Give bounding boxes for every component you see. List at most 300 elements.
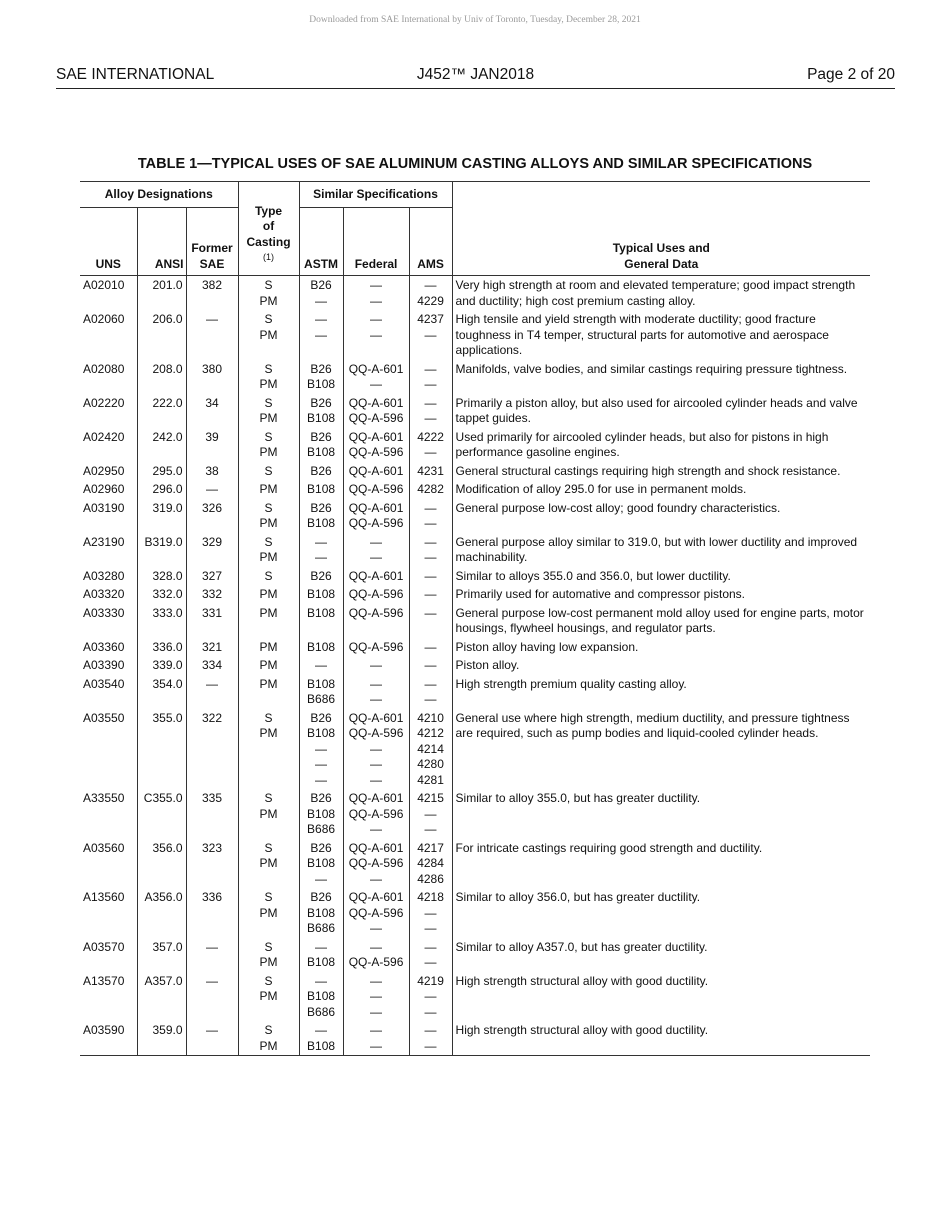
- former-sae-cell: 34: [186, 394, 238, 428]
- table-row: [80, 360, 870, 394]
- ams-cell: [409, 428, 452, 462]
- ams-cell-line: —: [424, 1004, 437, 1019]
- table-row: [80, 462, 870, 481]
- ansi-cell: 355.0: [137, 709, 186, 790]
- astm-cell: [299, 789, 343, 839]
- federal-cell-line: —: [370, 327, 383, 342]
- table-row: [80, 656, 870, 675]
- ams-cell-line: —: [424, 516, 437, 530]
- federal-cell: [343, 394, 409, 428]
- astm-cell-line: —: [315, 293, 328, 308]
- ams-cell-line: —: [424, 500, 437, 515]
- uns-cell: A03540: [83, 676, 125, 691]
- ams-cell: [409, 972, 452, 1022]
- type-cell-line: S: [264, 312, 273, 326]
- federal-cell-line: QQ-A-596: [348, 482, 404, 496]
- type-cell-line: PM: [259, 377, 278, 391]
- type-cell-line: PM: [259, 955, 278, 969]
- type-cell-line: PM: [259, 639, 278, 654]
- organization-name: SAE INTERNATIONAL: [56, 66, 215, 83]
- ams-cell-line: 4217: [417, 840, 444, 855]
- uns-cell: A03570: [83, 939, 125, 954]
- federal-cell: [343, 709, 409, 790]
- type-cell: [238, 1021, 299, 1056]
- astm-cell: [299, 533, 343, 567]
- astm-cell: [299, 276, 343, 311]
- type-cell-line: S: [264, 500, 273, 515]
- federal-cell: [343, 360, 409, 394]
- former-sae-cell: —: [186, 972, 238, 1022]
- federal-cell-line: QQ-A-596: [348, 445, 404, 459]
- former-sae-cell: 336: [186, 888, 238, 938]
- ams-cell-line: 4229: [417, 293, 444, 308]
- type-header-line: of: [262, 219, 275, 234]
- federal-cell: [343, 656, 409, 675]
- former-sae-cell: 382: [186, 276, 238, 311]
- table-body: [80, 276, 870, 1056]
- astm-cell-line: B26: [310, 890, 332, 904]
- ansi-header: ANSI: [137, 208, 186, 276]
- document-number: J452™ JAN2018: [416, 66, 535, 83]
- uses-cell: General purpose low-cost permanent mold alloy used for engine parts, motor housings, flywheel housings, and regulator parts.: [452, 604, 870, 638]
- astm-cell: [299, 394, 343, 428]
- table-row: [80, 499, 870, 533]
- type-cell-line: [242, 773, 296, 789]
- federal-cell: [343, 480, 409, 499]
- uses-cell: General structural castings requiring high strength and shock resistance.: [452, 462, 870, 481]
- ams-cell-line: 4282: [417, 482, 444, 496]
- former-sae-header: [186, 208, 238, 276]
- type-cell-line: PM: [259, 856, 278, 870]
- type-cell-line: PM: [259, 989, 278, 1003]
- ams-cell-line: —: [424, 605, 437, 620]
- former-sae-line: Former: [191, 241, 233, 255]
- ansi-cell: 328.0: [137, 567, 186, 586]
- ams-cell-line: 4212: [417, 726, 444, 740]
- uns-cell: A03590: [80, 1021, 137, 1056]
- ams-cell-line: —: [424, 921, 437, 935]
- federal-cell-line: —: [370, 822, 383, 836]
- astm-cell-line: B108: [307, 726, 336, 740]
- astm-cell-line: B108: [307, 445, 336, 459]
- uns-cell: A13570: [83, 973, 125, 988]
- similar-specifications-header: Similar Specifications: [299, 182, 452, 208]
- ams-cell: [409, 938, 452, 972]
- uns-cell: A03320: [83, 587, 125, 601]
- type-cell-line: S: [264, 361, 273, 376]
- table-row: [80, 638, 870, 657]
- ams-cell-line: —: [424, 411, 437, 425]
- table-row: [80, 709, 870, 790]
- uses-cell: Modification of alloy 295.0 for use in permanent molds.: [452, 480, 870, 499]
- federal-cell-line: QQ-A-596: [348, 516, 404, 530]
- uns-cell: A23190: [83, 534, 125, 549]
- type-cell: [238, 462, 299, 481]
- federal-cell: [343, 567, 409, 586]
- federal-cell-line: —: [370, 939, 383, 954]
- type-cell-line: S: [264, 395, 273, 410]
- uns-cell: A03560: [83, 840, 125, 855]
- uses-cell: Manifolds, valve bodies, and similar castings requiring pressure tightness.: [452, 360, 870, 394]
- federal-cell: [343, 675, 409, 709]
- type-cell-line: S: [264, 710, 273, 725]
- type-header-line: Type: [254, 203, 283, 218]
- type-cell-line: S: [264, 939, 273, 954]
- type-cell-line: S: [264, 534, 273, 549]
- federal-cell: [343, 428, 409, 462]
- astm-cell-line: B108: [307, 411, 336, 425]
- federal-cell-line: QQ-A-601: [348, 791, 404, 805]
- astm-cell-line: B108: [307, 1038, 336, 1053]
- ams-cell-line: —: [424, 905, 437, 920]
- type-cell-line: PM: [259, 806, 278, 821]
- astm-cell-line: —: [315, 939, 328, 954]
- astm-cell: [299, 428, 343, 462]
- ams-cell: [409, 310, 452, 360]
- type-cell-line: [242, 822, 296, 838]
- federal-cell-line: QQ-A-601: [348, 500, 404, 515]
- federal-cell-line: QQ-A-601: [348, 568, 404, 583]
- ansi-cell: 356.0: [137, 839, 186, 889]
- ams-cell: [409, 789, 452, 839]
- former-sae-cell: 329: [186, 533, 238, 567]
- type-cell: [238, 360, 299, 394]
- table-row: [80, 839, 870, 889]
- ams-cell-line: —: [424, 278, 437, 292]
- uns-cell: A02010: [83, 278, 125, 292]
- type-cell: [238, 604, 299, 638]
- federal-cell-line: QQ-A-601: [348, 890, 404, 904]
- federal-cell-line: QQ-A-601: [348, 395, 404, 410]
- uses-cell: High strength premium quality casting alloy.: [452, 675, 870, 709]
- type-header-line: Casting: [246, 234, 291, 249]
- former-sae-cell: —: [186, 938, 238, 972]
- uns-cell: A02960: [83, 482, 125, 496]
- type-cell-line: S: [264, 429, 273, 444]
- astm-cell-line: B26: [310, 463, 332, 478]
- type-cell-line: PM: [259, 658, 278, 672]
- uses-cell: For intricate castings requiring good strength and ductility.: [452, 839, 870, 889]
- federal-cell-line: QQ-A-596: [348, 726, 404, 740]
- ams-cell: [409, 462, 452, 481]
- federal-cell-line: QQ-A-596: [348, 905, 404, 920]
- footnote-ref: (1): [263, 252, 275, 263]
- federal-cell-line: —: [370, 692, 383, 706]
- astm-cell-line: B26: [310, 791, 332, 805]
- ams-cell-line: 4215: [417, 791, 444, 805]
- table-row: [80, 310, 870, 360]
- astm-cell-line: —: [315, 973, 328, 988]
- federal-cell: [343, 638, 409, 657]
- ams-header: AMS: [409, 208, 452, 276]
- astm-cell-line: B26: [310, 361, 332, 376]
- federal-cell-line: QQ-A-601: [348, 463, 404, 478]
- astm-cell-line: B108: [307, 955, 336, 969]
- table-header: [80, 182, 870, 276]
- ansi-cell: 333.0: [137, 604, 186, 638]
- astm-cell-line: —: [315, 757, 328, 771]
- uns-cell: A02420: [83, 429, 125, 444]
- federal-cell-line: QQ-A-596: [348, 605, 404, 620]
- astm-cell: [299, 462, 343, 481]
- astm-cell-line: B26: [310, 710, 332, 725]
- ams-cell: [409, 1021, 452, 1056]
- ams-cell: [409, 709, 452, 790]
- ansi-cell: 319.0: [137, 499, 186, 533]
- ansi-cell: 339.0: [137, 656, 186, 675]
- astm-cell: [299, 888, 343, 938]
- federal-header: Federal: [343, 208, 409, 276]
- ansi-cell: A356.0: [137, 888, 186, 938]
- astm-cell-line: —: [315, 658, 328, 672]
- former-sae-cell: 321: [186, 638, 238, 657]
- type-cell: [238, 394, 299, 428]
- ansi-cell: A357.0: [137, 972, 186, 1022]
- table-row: [80, 972, 870, 1022]
- astm-cell-line: B108: [307, 989, 336, 1003]
- astm-cell: [299, 675, 343, 709]
- page-number: Page 2 of 20: [807, 66, 895, 83]
- ansi-cell: 222.0: [137, 394, 186, 428]
- table-row: [80, 675, 870, 709]
- former-sae-line: SAE: [199, 256, 225, 271]
- type-cell-line: S: [264, 840, 273, 855]
- federal-cell: [343, 276, 409, 311]
- type-cell-line: S: [264, 463, 273, 478]
- astm-cell-line: B686: [307, 692, 336, 706]
- ams-cell: [409, 394, 452, 428]
- ams-cell-line: —: [424, 550, 437, 564]
- astm-cell-line: B108: [307, 676, 336, 691]
- astm-cell-line: B686: [307, 822, 336, 836]
- ams-cell: [409, 675, 452, 709]
- federal-cell-line: —: [370, 741, 383, 756]
- ams-cell-line: —: [424, 658, 437, 672]
- type-cell: [238, 938, 299, 972]
- type-cell-line: PM: [259, 605, 278, 620]
- former-sae-cell: 326: [186, 499, 238, 533]
- astm-cell: [299, 709, 343, 790]
- former-sae-cell: 323: [186, 839, 238, 889]
- federal-cell: [343, 462, 409, 481]
- ams-cell-line: 4222: [417, 429, 444, 444]
- type-cell: [238, 675, 299, 709]
- type-cell-line: S: [264, 568, 273, 583]
- uses-cell: Similar to alloys 355.0 and 356.0, but lower ductility.: [452, 567, 870, 586]
- federal-cell-line: QQ-A-601: [348, 429, 404, 444]
- uses-cell: Used primarily for aircooled cylinder heads, but also for pistons in high performance gasoline engines.: [452, 428, 870, 462]
- federal-cell: [343, 533, 409, 567]
- type-cell: [238, 656, 299, 675]
- astm-cell: [299, 972, 343, 1022]
- type-cell: [238, 310, 299, 360]
- astm-cell: [299, 310, 343, 360]
- type-cell: [238, 533, 299, 567]
- type-cell-line: [242, 742, 296, 758]
- ansi-cell: 332.0: [137, 585, 186, 604]
- ansi-cell: 354.0: [137, 675, 186, 709]
- federal-cell: [343, 789, 409, 839]
- ams-cell-line: 4231: [417, 463, 444, 478]
- astm-cell-line: B686: [307, 1004, 336, 1019]
- uns-cell: A03330: [83, 605, 125, 620]
- ams-cell-line: —: [424, 377, 437, 391]
- federal-cell-line: —: [370, 921, 383, 935]
- astm-cell-line: B108: [307, 377, 336, 391]
- ams-cell-line: —: [424, 587, 437, 601]
- type-cell: [238, 789, 299, 839]
- type-cell-line: PM: [259, 587, 278, 601]
- ams-cell-line: —: [424, 445, 437, 459]
- uses-cell: High tensile and yield strength with moderate ductility; good fracture toughness in T4 temper, structural parts for automotive and aerospace applications.: [452, 310, 870, 360]
- uses-cell: Similar to alloy 355.0, but has greater ductility.: [452, 789, 870, 839]
- uns-cell: A33550: [83, 791, 125, 805]
- astm-cell: [299, 839, 343, 889]
- type-cell-line: PM: [259, 1038, 278, 1053]
- ams-cell: [409, 839, 452, 889]
- astm-cell-line: B108: [307, 905, 336, 920]
- type-cell-line: PM: [259, 445, 278, 459]
- federal-cell-line: —: [370, 973, 383, 988]
- former-sae-cell: 39: [186, 428, 238, 462]
- table-row: [80, 567, 870, 586]
- alloy-designations-header: Alloy Designations: [80, 182, 238, 208]
- ams-cell: [409, 604, 452, 638]
- uses-cell: General purpose low-cost alloy; good foundry characteristics.: [452, 499, 870, 533]
- astm-cell-line: B26: [310, 500, 332, 515]
- federal-cell-line: —: [370, 278, 383, 292]
- ansi-cell: 201.0: [137, 276, 186, 311]
- ams-cell-line: 4284: [417, 856, 444, 870]
- ansi-cell: 357.0: [137, 938, 186, 972]
- ams-cell: [409, 585, 452, 604]
- ansi-cell: 296.0: [137, 480, 186, 499]
- astm-cell: [299, 567, 343, 586]
- table-row: [80, 394, 870, 428]
- astm-cell-line: —: [315, 871, 328, 886]
- astm-cell: [299, 1021, 343, 1056]
- federal-cell-line: —: [370, 757, 383, 771]
- federal-cell: [343, 972, 409, 1022]
- former-sae-cell: —: [186, 310, 238, 360]
- federal-cell-line: —: [370, 676, 383, 691]
- type-cell-line: [242, 757, 296, 773]
- astm-cell-line: B108: [307, 605, 336, 620]
- federal-cell-line: QQ-A-601: [348, 361, 404, 376]
- ansi-cell: 208.0: [137, 360, 186, 394]
- type-cell-line: PM: [259, 676, 278, 691]
- ams-cell: [409, 499, 452, 533]
- ansi-cell: 336.0: [137, 638, 186, 657]
- federal-cell: [343, 839, 409, 889]
- ams-cell: [409, 638, 452, 657]
- federal-cell-line: —: [370, 1004, 383, 1019]
- federal-cell: [343, 938, 409, 972]
- astm-cell-line: B686: [307, 921, 336, 935]
- uns-cell: A02950: [83, 463, 125, 478]
- type-cell: [238, 888, 299, 938]
- former-sae-cell: —: [186, 480, 238, 499]
- type-cell: [238, 480, 299, 499]
- ams-cell-line: 4218: [417, 890, 444, 904]
- uses-cell: Primarily a piston alloy, but also used for aircooled cylinder heads and valve tappet guides.: [452, 394, 870, 428]
- ams-cell-line: 4286: [417, 871, 444, 886]
- download-watermark: Downloaded from SAE International by Univ of Toronto, Tuesday, December 28, 2021: [309, 15, 641, 25]
- ams-cell-line: 4280: [417, 757, 444, 771]
- federal-cell-line: —: [370, 989, 383, 1003]
- former-sae-cell: —: [186, 675, 238, 709]
- former-sae-cell: 38: [186, 462, 238, 481]
- former-sae-cell: 322: [186, 709, 238, 790]
- federal-cell-line: QQ-A-601: [348, 840, 404, 855]
- astm-cell: [299, 938, 343, 972]
- type-cell: [238, 972, 299, 1022]
- type-cell-line: [242, 872, 296, 888]
- federal-cell: [343, 585, 409, 604]
- type-cell-line: [242, 692, 296, 708]
- table-row: [80, 533, 870, 567]
- table-row: [80, 938, 870, 972]
- type-cell: [238, 638, 299, 657]
- ams-cell-line: —: [424, 361, 437, 376]
- uses-cell: Piston alloy having low expansion.: [452, 638, 870, 657]
- federal-cell-line: QQ-A-596: [348, 955, 404, 969]
- ams-cell-line: —: [424, 806, 437, 821]
- table-row: [80, 1021, 870, 1056]
- ams-cell-line: —: [424, 1038, 437, 1053]
- type-cell-line: PM: [259, 293, 278, 308]
- type-cell-line: S: [264, 1023, 273, 1037]
- astm-cell-line: B26: [310, 568, 332, 583]
- former-sae-cell: 334: [186, 656, 238, 675]
- astm-cell-line: B108: [307, 587, 336, 601]
- astm-cell-line: B108: [307, 856, 336, 870]
- federal-cell-line: QQ-A-596: [348, 806, 404, 821]
- ams-cell: [409, 276, 452, 311]
- type-cell: [238, 276, 299, 311]
- federal-cell-line: —: [370, 871, 383, 886]
- astm-cell-line: B108: [307, 639, 336, 654]
- ams-cell-line: —: [424, 568, 437, 583]
- astm-cell-line: —: [315, 741, 328, 756]
- type-cell-line: PM: [259, 327, 278, 342]
- type-cell-line: PM: [259, 516, 278, 530]
- ams-cell-line: 4219: [417, 973, 444, 988]
- type-cell-line: PM: [259, 411, 278, 425]
- astm-cell-line: B26: [310, 840, 332, 855]
- uns-cell: A03360: [83, 639, 125, 654]
- astm-cell-line: B108: [307, 516, 336, 530]
- federal-cell-line: QQ-A-596: [348, 639, 404, 654]
- type-cell: [238, 567, 299, 586]
- type-cell: [238, 839, 299, 889]
- uns-cell: A13560: [83, 890, 125, 904]
- ams-cell-line: —: [424, 1023, 437, 1037]
- uns-cell: A03190: [83, 500, 125, 515]
- astm-cell: [299, 480, 343, 499]
- federal-cell-line: QQ-A-596: [348, 411, 404, 425]
- type-cell-line: PM: [259, 482, 278, 496]
- ansi-cell: 206.0: [137, 310, 186, 360]
- uns-cell: A02080: [83, 361, 125, 376]
- federal-cell-line: —: [370, 293, 383, 308]
- astm-cell-line: B26: [310, 395, 332, 410]
- former-sae-cell: 380: [186, 360, 238, 394]
- astm-cell-line: —: [315, 772, 328, 787]
- type-cell: [238, 499, 299, 533]
- former-sae-cell: 335: [186, 789, 238, 839]
- astm-cell: [299, 656, 343, 675]
